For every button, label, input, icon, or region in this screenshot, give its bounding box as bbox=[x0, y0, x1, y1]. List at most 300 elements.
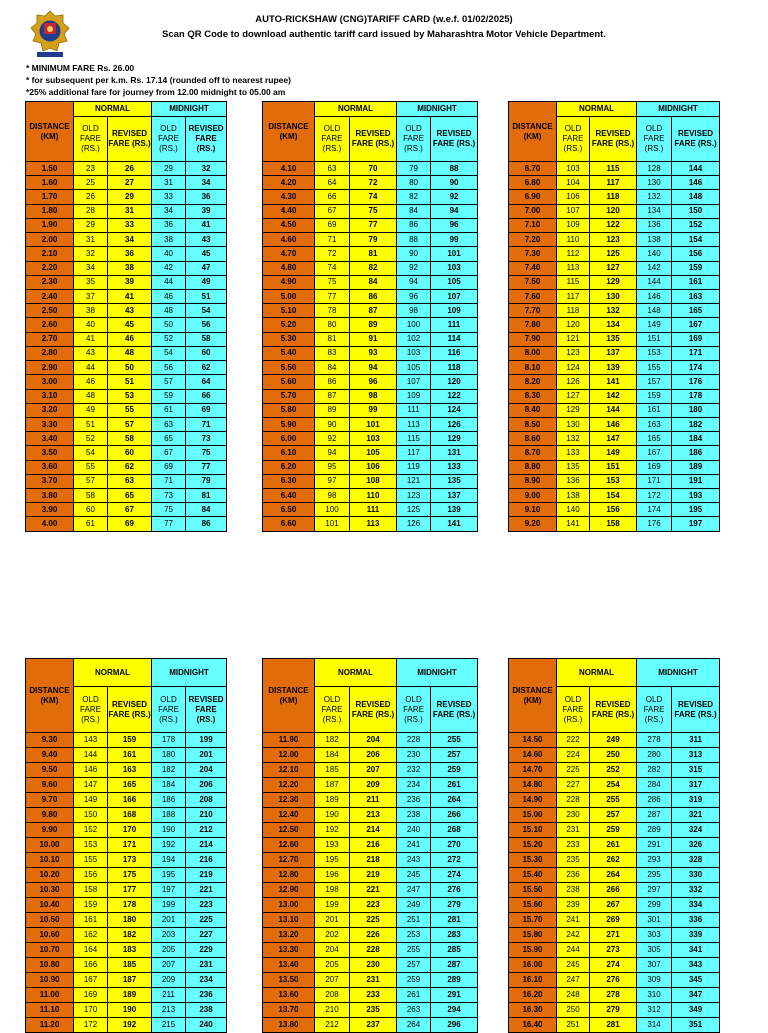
normal-old-fare-cell: 28 bbox=[74, 204, 108, 218]
normal-old-fare-cell: 187 bbox=[315, 778, 350, 793]
distance-cell: 10.80 bbox=[26, 958, 74, 973]
midnight-old-fare-cell: 140 bbox=[637, 247, 672, 261]
table-row bbox=[263, 389, 478, 403]
normal-revised-fare-cell: 207 bbox=[350, 763, 397, 778]
normal-revised-fare-cell: 158 bbox=[590, 517, 637, 531]
midnight-old-fare-cell: 77 bbox=[152, 517, 186, 531]
normal-old-fare-cell: 51 bbox=[74, 417, 108, 431]
midnight-revised-fare-cell: 58 bbox=[186, 332, 227, 346]
midnight-old-fare-cell: 151 bbox=[637, 332, 672, 346]
normal-old-fare-cell: 193 bbox=[315, 838, 350, 853]
normal-revised-fare-cell: 110 bbox=[350, 489, 397, 503]
distance-cell: 3.80 bbox=[26, 489, 74, 503]
table-row bbox=[26, 304, 227, 318]
distance-cell: 13.10 bbox=[263, 913, 315, 928]
normal-header: NORMAL bbox=[315, 102, 397, 117]
midnight-old-fare-cell: 96 bbox=[397, 289, 431, 303]
midnight-old-fare-cell: 94 bbox=[397, 275, 431, 289]
midnight-revised-fare-cell: 317 bbox=[672, 778, 720, 793]
distance-cell: 5.90 bbox=[263, 417, 315, 431]
normal-revised-fare-cell: 266 bbox=[590, 883, 637, 898]
table-row bbox=[509, 346, 720, 360]
midnight-revised-fare-cell: 285 bbox=[431, 943, 478, 958]
distance-cell: 5.50 bbox=[263, 361, 315, 375]
midnight-old-fare-cell: 75 bbox=[152, 503, 186, 517]
normal-old-fare-cell: 184 bbox=[315, 748, 350, 763]
table-row bbox=[263, 375, 478, 389]
midnight-revised-fare-cell: 101 bbox=[431, 247, 478, 261]
midnight-old-fare-cell: 121 bbox=[397, 474, 431, 488]
table-row bbox=[26, 898, 227, 913]
table-row bbox=[509, 838, 720, 853]
normal-old-fare-cell: 185 bbox=[315, 763, 350, 778]
normal-old-fare-cell: 162 bbox=[74, 928, 108, 943]
normal-old-fare-cell: 57 bbox=[74, 474, 108, 488]
midnight-revised-fare-cell: 281 bbox=[431, 913, 478, 928]
distance-cell: 2.40 bbox=[26, 289, 74, 303]
normal-old-fare-cell: 129 bbox=[557, 403, 590, 417]
midnight-revised-fare-cell: 41 bbox=[186, 218, 227, 232]
midnight-old-fare-cell: 303 bbox=[637, 928, 672, 943]
normal-revised-fare-cell: 214 bbox=[350, 823, 397, 838]
normal-old-fare-cell: 95 bbox=[315, 460, 350, 474]
normal-old-fare-cell: 146 bbox=[74, 763, 108, 778]
distance-cell: 8.60 bbox=[509, 432, 557, 446]
normal-revised-fare-cell: 255 bbox=[590, 793, 637, 808]
midnight-revised-fare-cell: 289 bbox=[431, 973, 478, 988]
normal-revised-fare-cell: 249 bbox=[590, 733, 637, 748]
normal-revised-fare-cell: 226 bbox=[350, 928, 397, 943]
normal-revised-fare-cell: 51 bbox=[108, 375, 152, 389]
normal-revised-fare-cell: 72 bbox=[350, 176, 397, 190]
table-row bbox=[26, 247, 227, 261]
midnight-old-fare-cell: 309 bbox=[637, 973, 672, 988]
table-row bbox=[509, 868, 720, 883]
midnight-revised-fare-cell: 148 bbox=[672, 190, 720, 204]
midnight-old-fare-cell: 82 bbox=[397, 190, 431, 204]
table-row bbox=[509, 748, 720, 763]
midnight-old-fare-cell: 42 bbox=[152, 261, 186, 275]
midnight-old-fare-cell: 203 bbox=[152, 928, 186, 943]
midnight-revised-fare-cell: 71 bbox=[186, 417, 227, 431]
normal-old-fare-cell: 144 bbox=[74, 748, 108, 763]
midnight-old-fare-cell: 174 bbox=[637, 503, 672, 517]
normal-old-fare-cell: 244 bbox=[557, 943, 590, 958]
normal-revised-fare-cell: 103 bbox=[350, 432, 397, 446]
normal-revised-fare-cell: 134 bbox=[590, 318, 637, 332]
midnight-revised-fare-cell: 105 bbox=[431, 275, 478, 289]
table-row bbox=[263, 503, 478, 517]
table-row bbox=[26, 389, 227, 403]
table-row bbox=[26, 1003, 227, 1018]
normal-revised-fare-cell: 31 bbox=[108, 204, 152, 218]
midnight-old-fare-cell: 172 bbox=[637, 489, 672, 503]
normal-revised-fare-cell: 87 bbox=[350, 304, 397, 318]
header bbox=[0, 0, 768, 60]
normal-old-fare-cell: 48 bbox=[74, 389, 108, 403]
midnight-revised-fare-cell: 324 bbox=[672, 823, 720, 838]
normal-revised-fare-cell: 279 bbox=[590, 1003, 637, 1018]
normal-revised-fare-cell: 84 bbox=[350, 275, 397, 289]
distance-cell: 7.00 bbox=[509, 204, 557, 218]
midnight-revised-fare-cell: 204 bbox=[186, 763, 227, 778]
normal-old-fare-cell: 35 bbox=[74, 275, 108, 289]
normal-revised-fare-cell: 111 bbox=[350, 503, 397, 517]
midnight-revised-fare-cell: 60 bbox=[186, 346, 227, 360]
distance-cell: 1.90 bbox=[26, 218, 74, 232]
normal-old-fare-cell: 29 bbox=[74, 218, 108, 232]
fare-table bbox=[262, 658, 478, 1033]
normal-old-fare-cell: 101 bbox=[315, 517, 350, 531]
midnight-revised-fare-cell: 349 bbox=[672, 1003, 720, 1018]
table-row bbox=[509, 913, 720, 928]
table-row bbox=[26, 517, 227, 531]
distance-header: DISTANCE (KM) bbox=[26, 659, 74, 733]
table-row bbox=[509, 943, 720, 958]
distance-cell: 12.50 bbox=[263, 823, 315, 838]
normal-old-fare-cell: 100 bbox=[315, 503, 350, 517]
normal-revised-fare-cell: 144 bbox=[590, 403, 637, 417]
midnight-old-fare-cell: 59 bbox=[152, 389, 186, 403]
distance-cell: 6.80 bbox=[509, 176, 557, 190]
distance-cell: 7.10 bbox=[509, 218, 557, 232]
midnight-revised-fare-cell: 279 bbox=[431, 898, 478, 913]
normal-revised-fare-cell: 259 bbox=[590, 823, 637, 838]
distance-cell: 15.80 bbox=[509, 928, 557, 943]
normal-revised-fare-cell: 135 bbox=[590, 332, 637, 346]
table-row bbox=[26, 375, 227, 389]
midnight-revised-fare-cell: 326 bbox=[672, 838, 720, 853]
normal-revised-fare-cell: 45 bbox=[108, 318, 152, 332]
distance-cell: 13.30 bbox=[263, 943, 315, 958]
midnight-revised-fare-cell: 238 bbox=[186, 1003, 227, 1018]
distance-cell: 4.00 bbox=[26, 517, 74, 531]
midnight-revised-fare-cell: 216 bbox=[186, 853, 227, 868]
midnight-revised-fare-cell: 227 bbox=[186, 928, 227, 943]
normal-old-fare-cell: 204 bbox=[315, 943, 350, 958]
midnight-revised-fare-cell: 206 bbox=[186, 778, 227, 793]
midnight-old-fare-cell: 249 bbox=[397, 898, 431, 913]
normal-old-fare-cell: 69 bbox=[315, 218, 350, 232]
normal-old-fare-cell: 60 bbox=[74, 503, 108, 517]
midnight-old-fare-cell: 240 bbox=[397, 823, 431, 838]
normal-revised-fare-cell: 219 bbox=[350, 868, 397, 883]
midnight-old-fare-cell: 69 bbox=[152, 460, 186, 474]
fare-table bbox=[25, 101, 227, 532]
fare-table-block bbox=[25, 658, 227, 1033]
midnight-revised-fare-cell: 296 bbox=[431, 1018, 478, 1033]
table-row bbox=[509, 204, 720, 218]
distance-cell: 14.70 bbox=[509, 763, 557, 778]
distance-cell: 3.90 bbox=[26, 503, 74, 517]
distance-cell: 2.00 bbox=[26, 233, 74, 247]
normal-old-fare-cell: 94 bbox=[315, 446, 350, 460]
distance-cell: 11.20 bbox=[26, 1018, 74, 1033]
midnight-revised-fare-cell: 156 bbox=[672, 247, 720, 261]
revised-fare-header: REVISED FARE (RS.) bbox=[672, 117, 720, 162]
midnight-revised-fare-cell: 124 bbox=[431, 403, 478, 417]
midnight-revised-fare-cell: 137 bbox=[431, 489, 478, 503]
distance-cell: 5.20 bbox=[263, 318, 315, 332]
normal-old-fare-cell: 71 bbox=[315, 233, 350, 247]
midnight-revised-fare-cell: 122 bbox=[431, 389, 478, 403]
midnight-old-fare-cell: 257 bbox=[397, 958, 431, 973]
normal-old-fare-cell: 136 bbox=[557, 474, 590, 488]
table-row bbox=[263, 190, 478, 204]
normal-revised-fare-cell: 108 bbox=[350, 474, 397, 488]
distance-cell: 2.60 bbox=[26, 318, 74, 332]
midnight-old-fare-cell: 167 bbox=[637, 446, 672, 460]
midnight-old-fare-cell: 234 bbox=[397, 778, 431, 793]
midnight-old-fare-cell: 144 bbox=[637, 275, 672, 289]
midnight-old-fare-cell: 213 bbox=[152, 1003, 186, 1018]
midnight-revised-fare-cell: 135 bbox=[431, 474, 478, 488]
midnight-revised-fare-cell: 150 bbox=[672, 204, 720, 218]
table-row bbox=[509, 793, 720, 808]
table-row bbox=[263, 823, 478, 838]
midnight-old-fare-cell: 232 bbox=[397, 763, 431, 778]
midnight-revised-fare-cell: 182 bbox=[672, 417, 720, 431]
normal-old-fare-cell: 40 bbox=[74, 318, 108, 332]
table-row bbox=[509, 403, 720, 417]
table-row bbox=[509, 1018, 720, 1033]
midnight-old-fare-cell: 71 bbox=[152, 474, 186, 488]
table-row bbox=[509, 733, 720, 748]
fare-table bbox=[25, 658, 227, 1033]
normal-old-fare-cell: 135 bbox=[557, 460, 590, 474]
distance-cell: 9.00 bbox=[509, 489, 557, 503]
midnight-old-fare-cell: 259 bbox=[397, 973, 431, 988]
distance-cell: 16.30 bbox=[509, 1003, 557, 1018]
old-fare-header: OLD FARE (RS.) bbox=[152, 117, 186, 162]
normal-revised-fare-cell: 115 bbox=[590, 162, 637, 176]
fare-table bbox=[508, 658, 720, 1033]
normal-revised-fare-cell: 132 bbox=[590, 304, 637, 318]
midnight-old-fare-cell: 253 bbox=[397, 928, 431, 943]
midnight-old-fare-cell: 138 bbox=[637, 233, 672, 247]
distance-cell: 15.50 bbox=[509, 883, 557, 898]
distance-cell: 12.20 bbox=[263, 778, 315, 793]
midnight-revised-fare-cell: 103 bbox=[431, 261, 478, 275]
midnight-revised-fare-cell: 339 bbox=[672, 928, 720, 943]
midnight-revised-fare-cell: 84 bbox=[186, 503, 227, 517]
normal-old-fare-cell: 86 bbox=[315, 375, 350, 389]
table-row bbox=[26, 808, 227, 823]
distance-cell: 8.40 bbox=[509, 403, 557, 417]
table-row bbox=[26, 913, 227, 928]
midnight-revised-fare-cell: 86 bbox=[186, 517, 227, 531]
distance-cell: 15.40 bbox=[509, 868, 557, 883]
midnight-revised-fare-cell: 159 bbox=[672, 261, 720, 275]
distance-cell: 6.20 bbox=[263, 460, 315, 474]
midnight-old-fare-cell: 295 bbox=[637, 868, 672, 883]
midnight-old-fare-cell: 182 bbox=[152, 763, 186, 778]
normal-old-fare-cell: 123 bbox=[557, 346, 590, 360]
table-row bbox=[26, 289, 227, 303]
normal-revised-fare-cell: 231 bbox=[350, 973, 397, 988]
table-row bbox=[26, 943, 227, 958]
midnight-revised-fare-cell: 231 bbox=[186, 958, 227, 973]
table-row bbox=[509, 898, 720, 913]
normal-old-fare-cell: 247 bbox=[557, 973, 590, 988]
midnight-revised-fare-cell: 334 bbox=[672, 898, 720, 913]
midnight-revised-fare-cell: 229 bbox=[186, 943, 227, 958]
midnight-old-fare-cell: 52 bbox=[152, 332, 186, 346]
distance-cell: 5.60 bbox=[263, 375, 315, 389]
midnight-revised-fare-cell: 264 bbox=[431, 793, 478, 808]
distance-cell: 13.70 bbox=[263, 1003, 315, 1018]
distance-cell: 3.00 bbox=[26, 375, 74, 389]
midnight-old-fare-cell: 293 bbox=[637, 853, 672, 868]
normal-old-fare-cell: 208 bbox=[315, 988, 350, 1003]
table-row bbox=[26, 868, 227, 883]
distance-cell: 12.00 bbox=[263, 748, 315, 763]
normal-header: NORMAL bbox=[74, 102, 152, 117]
midnight-old-fare-cell: 161 bbox=[637, 403, 672, 417]
midnight-revised-fare-cell: 75 bbox=[186, 446, 227, 460]
normal-revised-fare-cell: 67 bbox=[108, 503, 152, 517]
table-row bbox=[263, 808, 478, 823]
distance-cell: 7.60 bbox=[509, 289, 557, 303]
table-row bbox=[26, 190, 227, 204]
midnight-old-fare-cell: 109 bbox=[397, 389, 431, 403]
table-row bbox=[263, 1003, 478, 1018]
midnight-old-fare-cell: 65 bbox=[152, 432, 186, 446]
fare-table-block bbox=[25, 101, 227, 532]
fare-table-block bbox=[508, 658, 720, 1033]
table-row bbox=[26, 403, 227, 417]
midnight-old-fare-cell: 163 bbox=[637, 417, 672, 431]
normal-revised-fare-cell: 171 bbox=[108, 838, 152, 853]
midnight-revised-fare-cell: 129 bbox=[431, 432, 478, 446]
normal-revised-fare-cell: 276 bbox=[590, 973, 637, 988]
midnight-revised-fare-cell: 47 bbox=[186, 261, 227, 275]
midnight-revised-fare-cell: 191 bbox=[672, 474, 720, 488]
midnight-old-fare-cell: 56 bbox=[152, 361, 186, 375]
midnight-old-fare-cell: 197 bbox=[152, 883, 186, 898]
normal-old-fare-cell: 245 bbox=[557, 958, 590, 973]
normal-header: NORMAL bbox=[74, 659, 152, 687]
midnight-old-fare-cell: 92 bbox=[397, 261, 431, 275]
table-row bbox=[263, 233, 478, 247]
distance-cell: 16.20 bbox=[509, 988, 557, 1003]
midnight-old-fare-cell: 263 bbox=[397, 1003, 431, 1018]
table-row bbox=[509, 247, 720, 261]
midnight-revised-fare-cell: 56 bbox=[186, 318, 227, 332]
normal-revised-fare-cell: 125 bbox=[590, 247, 637, 261]
normal-old-fare-cell: 241 bbox=[557, 913, 590, 928]
midnight-old-fare-cell: 282 bbox=[637, 763, 672, 778]
table-row bbox=[26, 275, 227, 289]
distance-cell: 2.90 bbox=[26, 361, 74, 375]
normal-old-fare-cell: 164 bbox=[74, 943, 108, 958]
distance-header: DISTANCE (KM) bbox=[26, 102, 74, 162]
midnight-old-fare-cell: 98 bbox=[397, 304, 431, 318]
normal-revised-fare-cell: 230 bbox=[350, 958, 397, 973]
distance-cell: 9.40 bbox=[26, 748, 74, 763]
normal-old-fare-cell: 140 bbox=[557, 503, 590, 517]
table-row bbox=[263, 853, 478, 868]
midnight-old-fare-cell: 79 bbox=[397, 162, 431, 176]
normal-revised-fare-cell: 101 bbox=[350, 417, 397, 431]
normal-old-fare-cell: 202 bbox=[315, 928, 350, 943]
midnight-old-fare-cell: 280 bbox=[637, 748, 672, 763]
distance-cell: 13.50 bbox=[263, 973, 315, 988]
distance-cell: 2.50 bbox=[26, 304, 74, 318]
midnight-old-fare-cell: 67 bbox=[152, 446, 186, 460]
normal-revised-fare-cell: 70 bbox=[350, 162, 397, 176]
table-row bbox=[26, 763, 227, 778]
midnight-revised-fare-cell: 240 bbox=[186, 1018, 227, 1033]
normal-revised-fare-cell: 58 bbox=[108, 432, 152, 446]
table-row bbox=[509, 361, 720, 375]
midnight-revised-fare-cell: 195 bbox=[672, 503, 720, 517]
normal-revised-fare-cell: 129 bbox=[590, 275, 637, 289]
midnight-revised-fare-cell: 139 bbox=[431, 503, 478, 517]
normal-old-fare-cell: 231 bbox=[557, 823, 590, 838]
revised-fare-header: REVISED FARE (RS.) bbox=[350, 687, 397, 733]
normal-revised-fare-cell: 233 bbox=[350, 988, 397, 1003]
normal-old-fare-cell: 182 bbox=[315, 733, 350, 748]
distance-cell: 14.80 bbox=[509, 778, 557, 793]
table-row bbox=[263, 489, 478, 503]
normal-revised-fare-cell: 99 bbox=[350, 403, 397, 417]
midnight-old-fare-cell: 113 bbox=[397, 417, 431, 431]
midnight-revised-fare-cell: 131 bbox=[431, 446, 478, 460]
distance-cell: 5.40 bbox=[263, 346, 315, 360]
old-fare-header: OLD FARE (RS.) bbox=[637, 117, 672, 162]
midnight-revised-fare-cell: 197 bbox=[672, 517, 720, 531]
midnight-revised-fare-cell: 69 bbox=[186, 403, 227, 417]
normal-old-fare-cell: 107 bbox=[557, 204, 590, 218]
distance-cell: 14.60 bbox=[509, 748, 557, 763]
midnight-revised-fare-cell: 51 bbox=[186, 289, 227, 303]
normal-revised-fare-cell: 168 bbox=[108, 808, 152, 823]
normal-old-fare-cell: 170 bbox=[74, 1003, 108, 1018]
normal-revised-fare-cell: 38 bbox=[108, 261, 152, 275]
normal-header: NORMAL bbox=[557, 659, 637, 687]
normal-revised-fare-cell: 82 bbox=[350, 261, 397, 275]
midnight-old-fare-cell: 40 bbox=[152, 247, 186, 261]
distance-header: DISTANCE (KM) bbox=[263, 659, 315, 733]
normal-revised-fare-cell: 192 bbox=[108, 1018, 152, 1033]
distance-cell: 9.80 bbox=[26, 808, 74, 823]
normal-old-fare-cell: 58 bbox=[74, 489, 108, 503]
normal-old-fare-cell: 138 bbox=[557, 489, 590, 503]
distance-cell: 7.80 bbox=[509, 318, 557, 332]
normal-revised-fare-cell: 213 bbox=[350, 808, 397, 823]
midnight-header: MIDNIGHT bbox=[637, 102, 720, 117]
midnight-header: MIDNIGHT bbox=[637, 659, 720, 687]
normal-revised-fare-cell: 189 bbox=[108, 988, 152, 1003]
revised-fare-header: REVISED FARE (RS.) bbox=[590, 117, 637, 162]
distance-cell: 9.70 bbox=[26, 793, 74, 808]
distance-cell: 6.30 bbox=[263, 474, 315, 488]
normal-old-fare-cell: 38 bbox=[74, 304, 108, 318]
distance-cell: 12.30 bbox=[263, 793, 315, 808]
normal-old-fare-cell: 250 bbox=[557, 1003, 590, 1018]
distance-cell: 10.90 bbox=[26, 973, 74, 988]
normal-old-fare-cell: 61 bbox=[74, 517, 108, 531]
normal-old-fare-cell: 130 bbox=[557, 417, 590, 431]
normal-old-fare-cell: 46 bbox=[74, 375, 108, 389]
fare-notes bbox=[26, 62, 291, 98]
table-row bbox=[26, 474, 227, 488]
table-row bbox=[26, 432, 227, 446]
midnight-revised-fare-cell: 336 bbox=[672, 913, 720, 928]
normal-revised-fare-cell: 156 bbox=[590, 503, 637, 517]
midnight-revised-fare-cell: 45 bbox=[186, 247, 227, 261]
